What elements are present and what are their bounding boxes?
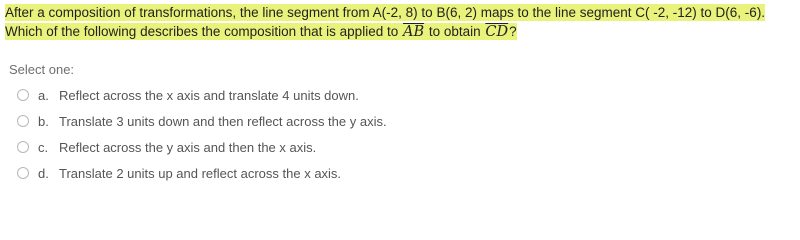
option-text[interactable]: Translate 3 units down and then reflect across the y axis. xyxy=(59,113,387,129)
segment-ab-label: $\overline{AB}$ xyxy=(402,24,425,40)
option-b[interactable] xyxy=(0,108,800,134)
question-text-part-3: ? xyxy=(509,24,517,39)
option-d[interactable] xyxy=(0,160,800,186)
option-letter: c. xyxy=(38,139,49,155)
option-a[interactable] xyxy=(0,82,800,108)
radio-button-d[interactable] xyxy=(17,167,29,179)
option-text[interactable]: Reflect across the x axis and translate 4 units down. xyxy=(59,87,359,103)
answer-options xyxy=(0,82,800,186)
option-letter: d. xyxy=(38,165,49,181)
radio-button-b[interactable] xyxy=(17,115,29,127)
segment-cd-label: $\overline{CD}$ xyxy=(485,24,509,40)
question-highlight xyxy=(5,4,765,40)
option-text[interactable]: Translate 2 units up and reflect across the x axis. xyxy=(59,165,342,181)
option-letter: a. xyxy=(38,87,49,103)
option-text[interactable]: Reflect across the y axis and then the x axis. xyxy=(59,139,317,155)
option-c[interactable] xyxy=(0,134,800,160)
radio-button-a[interactable] xyxy=(17,89,29,101)
question-text-part-1: After a composition of transformations, the line segment from A(-2, 8) to B(6, 2) maps to the line segment C( -2, -12) to D(6, -6). Which of the following describes the composition that is applied to xyxy=(5,5,766,39)
radio-button-c[interactable] xyxy=(17,141,29,153)
question-text xyxy=(5,3,797,42)
option-letter: b. xyxy=(38,113,49,129)
question-text-part-2: to obtain xyxy=(425,24,485,39)
select-one-label: Select one: xyxy=(9,62,75,77)
